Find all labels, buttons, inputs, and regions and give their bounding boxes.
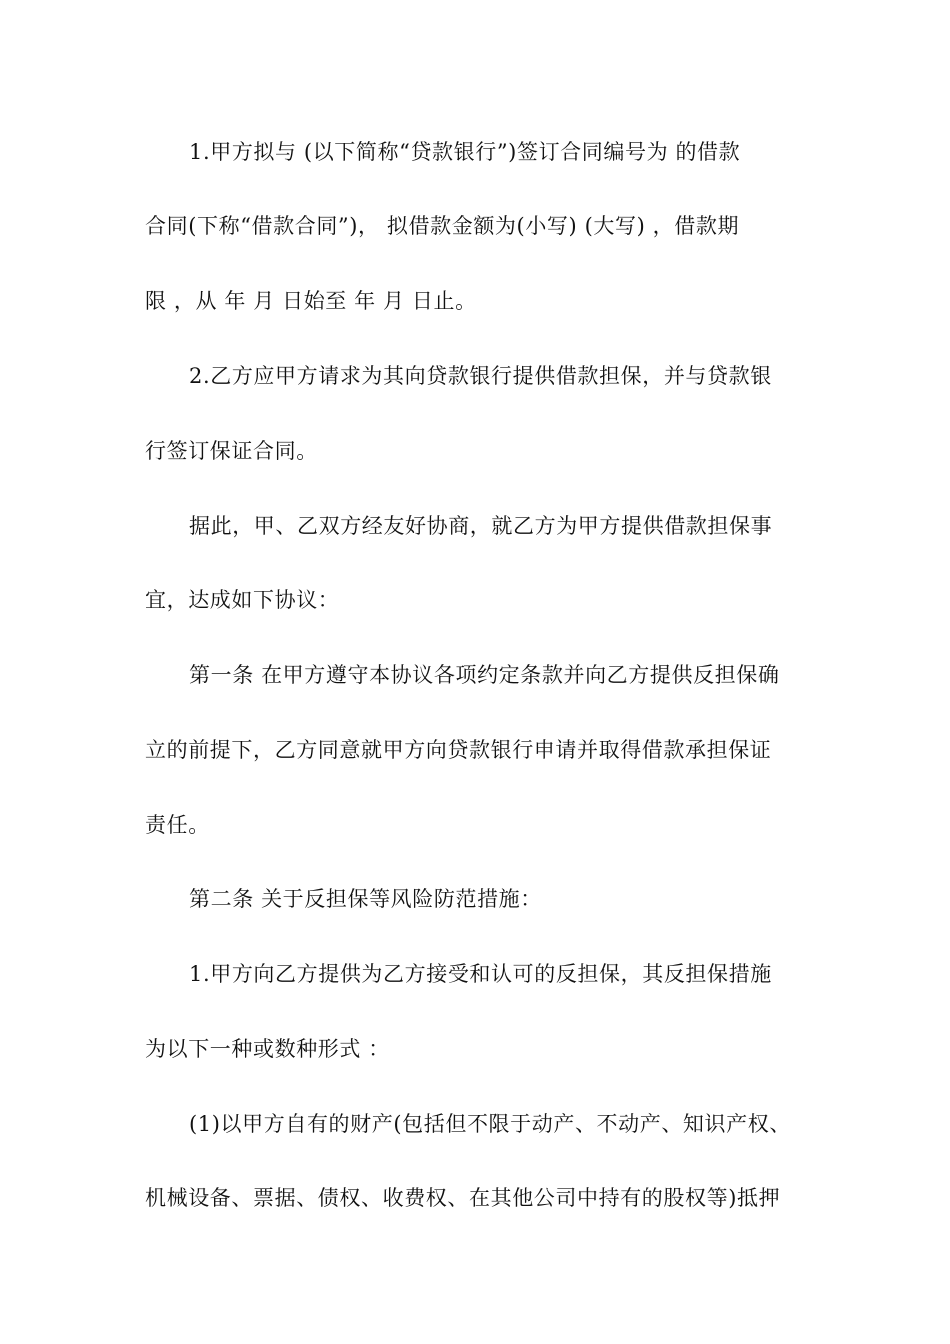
paragraph-line: 第二条 关于反担保等风险防范措施： <box>189 887 542 911</box>
paragraph-line: 责任。 <box>145 813 210 837</box>
paragraph-line: 机械设备、票据、债权、收费权、在其他公司中持有的股权等)抵押 <box>145 1186 781 1210</box>
paragraph-line: 1.甲方拟与 (以下简称“贷款银行”)签订合同编号为 的借款 <box>189 140 741 164</box>
paragraph-line: 为以下一种或数种形式 ： <box>145 1037 390 1061</box>
paragraph-line: 宜，达成如下协议： <box>145 588 340 612</box>
paragraph-line: 行签订保证合同。 <box>145 439 318 463</box>
paragraph-line: 1.甲方向乙方提供为乙方接受和认可的反担保，其反担保措施 <box>189 962 772 986</box>
paragraph-line: 合同(下称“借款合同”)， 拟借款金额为(小写) (大写) ，借款期 <box>145 214 740 238</box>
paragraph-line: 2.乙方应甲方请求为其向贷款银行提供借款担保，并与贷款银 <box>189 364 772 388</box>
paragraph-line: 第一条 在甲方遵守本协议各项约定条款并向乙方提供反担保确 <box>189 663 780 687</box>
paragraph-line: 立的前提下，乙方同意就甲方向贷款银行申请并取得借款承担保证 <box>145 738 772 762</box>
paragraph-line: 限 ，从 年 月 日始至 年 月 日止。 <box>145 289 477 313</box>
paragraph-line: (1)以甲方自有的财产(包括但不限于动产、不动产、知识产权、 <box>189 1112 791 1136</box>
paragraph-line: 据此，甲、乙双方经友好协商，就乙方为甲方提供借款担保事 <box>189 514 773 538</box>
